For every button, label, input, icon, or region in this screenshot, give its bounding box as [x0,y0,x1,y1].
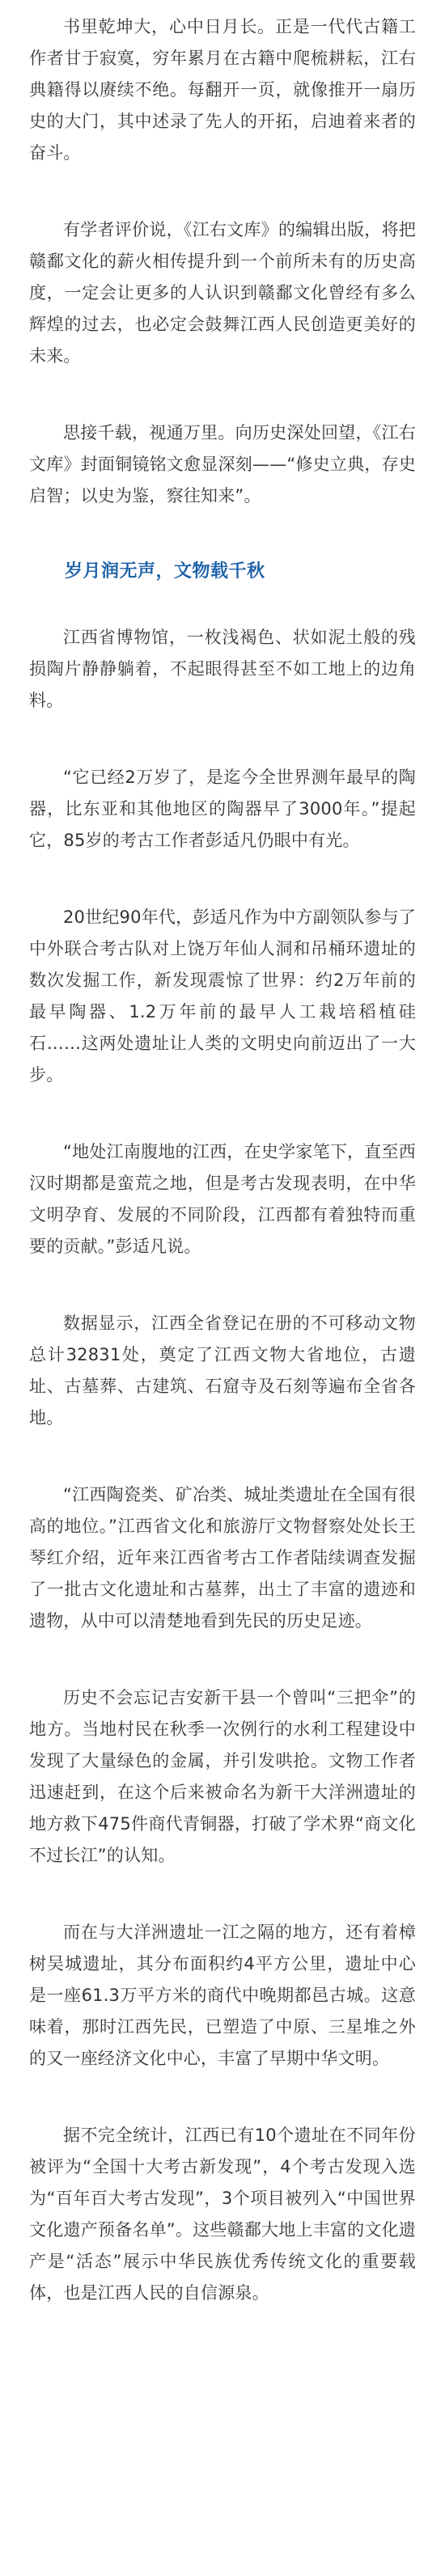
article-paragraph: 书里乾坤大，心中日月长。正是一代代古籍工作者甘于寂寞，穷年累月在古籍中爬梳耕耘，江右典籍得以赓续不绝。每翻开一页，就像推开一扇历史的大门，其中述录了先人的开拓，启迪着来者的奋斗。 [29,17,416,163]
article-paragraph: “江西陶瓷类、矿冶类、城址类遗址在全国有很高的地位。”江西省文化和旅游厅文物督察处处长王琴红介绍，近年来江西省考古工作者陆续调查发掘了一批古文化遗址和古墓葬，出土了丰富的遗迹和遗物，从中可以清楚地看到先民的历史足迹。 [29,1485,416,1631]
article-paragraph: 有学者评价说，《江右文库》的编辑出版，将把赣鄱文化的薪火相传提升到一个前所未有的历史高度，一定会让更多的人认识到赣鄱文化曾经有多么辉煌的过去，也必定会鼓舞江西人民创造更美好的未来。 [29,220,416,366]
article-paragraph: “地处江南腹地的江西，在史学家笔下，直至西汉时期都是蛮荒之地，但是考古发现表明，在中华文明孕育、发展的不同阶段，江西都有着独特而重要的贡献。”彭适凡说。 [29,1142,416,1256]
article-paragraph: 数据显示，江西全省登记在册的不可移动文物总计32831处，奠定了江西文物大省地位，古遗址、古墓葬、古建筑、石窟寺及石刻等遍布全省各地。 [29,1313,416,1428]
article-paragraph: 20世纪90年代，彭适凡作为中方副领队参与了中外联合考古队对上饶万年仙人洞和吊桶环遗址的数次发掘工作，新发现震惊了世界：约2万年前的最早陶器、1.2万年前的最早人工栽培稻植硅石……这两处遗址让人类的文明史向前迈出了一大步。 [29,907,416,1085]
article-paragraph: 据不完全统计，江西已有10个遗址在不同年份被评为“全国十大考古新发现”，4个考古发现入选为“百年百大考古发现”，3个项目被列入“中国世界文化遗产预备名单”。这些赣鄱大地上丰富的文化遗产是“活态”展示中华民族优秀传统文化的重要载体，也是江西人民的自信源泉。 [29,2126,416,2303]
article-paragraph: “它已经2万岁了，是迄今全世界测年最早的陶器，比东亚和其他地区的陶器早了3000年。”提起它，85岁的考古工作者彭适凡仍眼中有光。 [29,768,416,850]
article-paragraph: 历史不会忘记吉安新干县一个曾叫“三把伞”的地方。当地村民在秋季一次例行的水利工程建设中发现了大量绿色的金属，并引发哄抢。文物工作者迅速赶到，在这个后来被命名为新干大洋洲遗址的地方救下475件商代青铜器，打破了学术界“商文化不过长江”的认知。 [29,1688,416,1865]
article-paragraph: 江西省博物馆，一枚浅褐色、状如泥土般的残损陶片静静躺着，不起眼得甚至不如工地上的边角料。 [29,628,416,710]
article-paragraph: 思接千载，视通万里。向历史深处回望，《江右文库》封面铜镜铭文愈显深刻——“修史立典，存史启智；以史为鉴，察往知来”。 [29,423,416,505]
section-heading: 岁月润无声，文物载千秋 [65,561,265,582]
article-paragraph: 而在与大洋洲遗址一江之隔的地方，还有着樟树吴城遗址，其分布面积约4平方公里，遗址中心是一座61.3万平方米的商代中晚期都邑古城。这意味着，那时江西先民，已塑造了中原、三星堆之外的又一座经济文化中心，丰富了早期中华文明。 [29,1922,416,2068]
